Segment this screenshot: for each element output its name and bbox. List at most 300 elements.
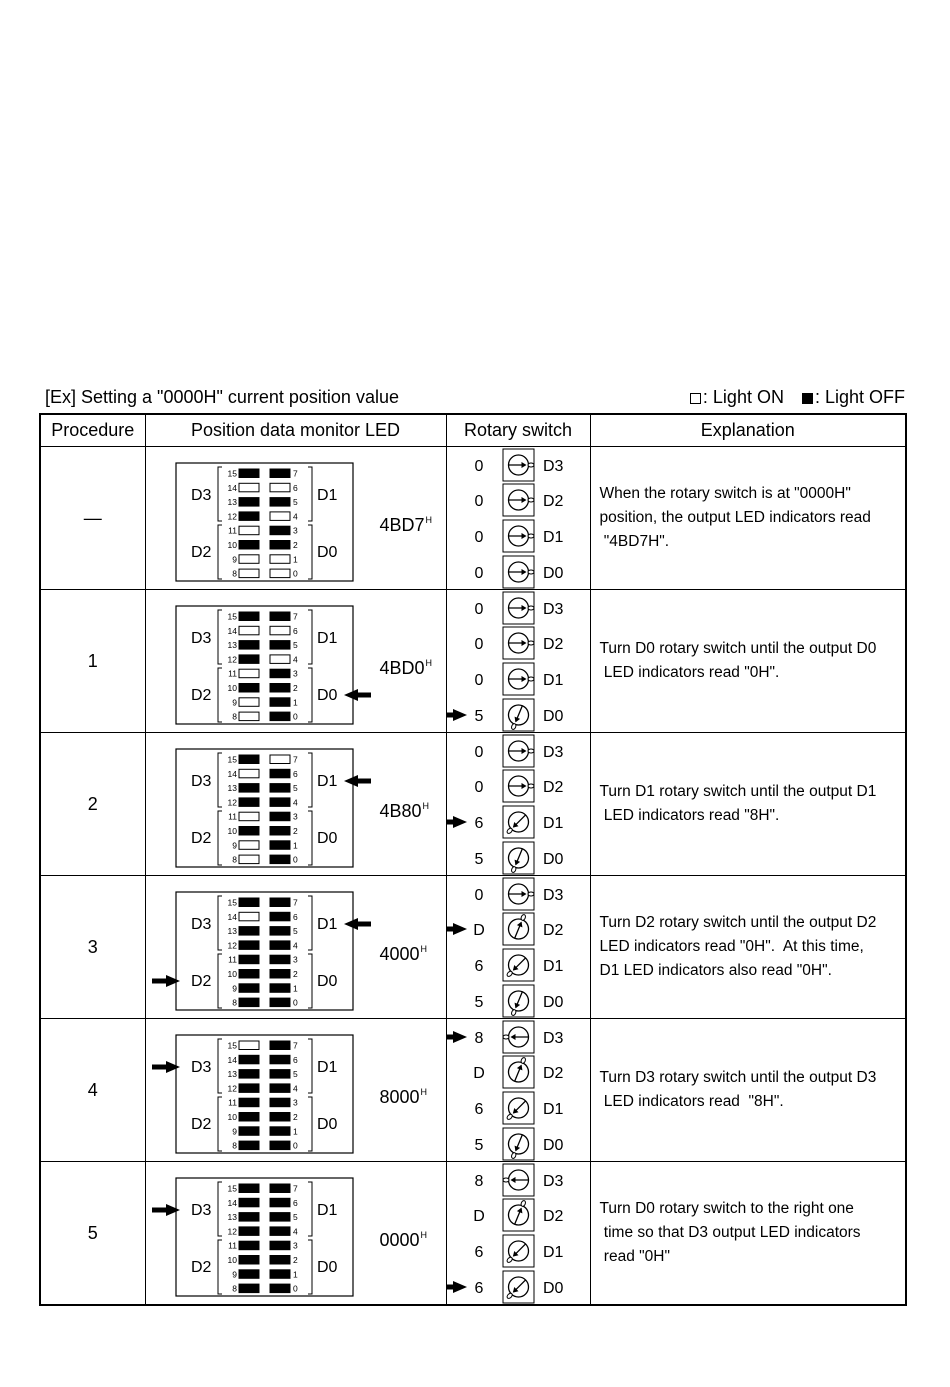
bit-number-label: 9 <box>231 840 237 851</box>
bit-number-label: 8 <box>231 711 237 722</box>
legend <box>690 386 905 408</box>
rotary-value: 0 <box>474 601 483 618</box>
bit-number-label: 10 <box>227 1112 237 1122</box>
rotary-value: 0 <box>474 529 483 546</box>
led-indicator <box>270 1098 290 1107</box>
rotary-value: 0 <box>474 779 483 796</box>
rotary-value: 0 <box>474 744 483 761</box>
led-indicator <box>270 1284 290 1293</box>
rotary-value: 0 <box>474 636 483 653</box>
rotary-label: D1 <box>542 815 563 832</box>
led-indicator <box>239 569 259 578</box>
bit-number-label: 3 <box>292 525 298 536</box>
bit-number-label: 11 <box>227 1097 237 1108</box>
led-panel <box>176 892 353 1010</box>
explanation-cell <box>590 876 906 1019</box>
hex-suffix: H <box>425 515 433 525</box>
bit-number-label: 2 <box>292 540 298 550</box>
hex-value <box>380 1087 428 1108</box>
led-group-label-d3: D3 <box>190 630 211 647</box>
bit-number-label: 9 <box>231 983 237 994</box>
led-indicator <box>239 898 259 907</box>
light-off-square-icon <box>802 393 813 404</box>
led-group-label-d3: D3 <box>190 487 211 504</box>
led-indicator <box>270 827 290 836</box>
explanation-line: Turn D0 rotary switch until the output D0 <box>599 640 877 657</box>
bit-number-label: 8 <box>231 1283 237 1294</box>
bit-number-label: 0 <box>292 1283 298 1294</box>
explanation-line: Turn D1 rotary switch until the output D1 <box>599 783 877 800</box>
led-indicator <box>239 512 259 521</box>
hex-value <box>380 801 430 822</box>
led-indicator <box>270 1113 290 1122</box>
rotary-switch-d3 <box>474 878 563 910</box>
led-cell <box>145 1162 446 1306</box>
led-indicator <box>270 1141 290 1150</box>
bit-number-label: 6 <box>292 625 298 636</box>
bit-number-label: 15 <box>227 1183 237 1194</box>
led-indicator <box>270 512 290 521</box>
led-indicator <box>270 712 290 721</box>
rotary-switch-d0 <box>474 556 563 588</box>
rotary-label: D3 <box>542 601 563 618</box>
bit-number-label: 1 <box>292 554 298 565</box>
bit-number-label: 3 <box>292 1097 298 1108</box>
rotary-label: D3 <box>542 1173 563 1190</box>
rotary-label: D2 <box>542 779 563 796</box>
bit-number-label: 12 <box>227 940 237 951</box>
rotary-label: D0 <box>542 994 563 1011</box>
rotary-label: D2 <box>542 493 563 510</box>
bit-number-label: 10 <box>227 683 237 693</box>
bit-number-label: 11 <box>227 1240 237 1251</box>
led-indicator <box>270 1127 290 1136</box>
led-group-label-d2: D2 <box>190 544 211 561</box>
led-indicator <box>239 1227 259 1236</box>
hex-value-text: 8000 <box>379 1087 420 1107</box>
table-row <box>40 447 906 590</box>
explanation-text <box>600 1019 879 1161</box>
bit-number-label: 9 <box>231 697 237 708</box>
bit-number-label: 5 <box>292 640 298 651</box>
explanation-line: read "0H" <box>599 1248 670 1265</box>
rotary-switch-d3 <box>474 592 563 624</box>
bit-number-label: 6 <box>292 482 298 493</box>
bit-number-label: 2 <box>292 826 298 836</box>
bit-number-label: 4 <box>292 654 298 665</box>
led-cell <box>145 1019 446 1162</box>
led-cell <box>145 447 446 590</box>
rotary-value: 5 <box>474 1137 483 1154</box>
explanation-line: LED indicators read "0H". At this time, <box>599 938 864 955</box>
led-indicator <box>239 827 259 836</box>
rotary-label: D3 <box>542 744 563 761</box>
led-cell <box>145 733 446 876</box>
bit-number-label: 13 <box>227 1212 237 1223</box>
led-group-label-d0: D0 <box>316 1259 337 1276</box>
led-indicator <box>239 1284 259 1293</box>
led-indicator <box>239 841 259 850</box>
bit-number-label: 13 <box>227 640 237 651</box>
bit-number-label: 9 <box>231 1269 237 1280</box>
explanation-text <box>600 876 879 1018</box>
rotary-label: D1 <box>542 529 563 546</box>
rotary-switch-d0 <box>474 1271 563 1304</box>
bit-number-label: 8 <box>231 854 237 865</box>
explanation-text <box>600 590 879 732</box>
explanation-line: LED indicators read "8H". <box>599 1093 784 1110</box>
led-indicator <box>270 769 290 778</box>
led-group-label-d2: D2 <box>190 687 211 704</box>
bit-number-label: 4 <box>292 797 298 808</box>
rotary-value: 6 <box>474 1244 483 1261</box>
rotary-switch-diagram <box>447 733 590 875</box>
bit-number-label: 0 <box>292 854 298 865</box>
rotary-switch-diagram <box>447 1162 590 1304</box>
rotary-value: 6 <box>474 815 483 832</box>
bit-number-label: 7 <box>292 897 298 908</box>
bit-number-label: 2 <box>292 1255 298 1265</box>
led-group-label-d2: D2 <box>190 1116 211 1133</box>
rotary-value: 8 <box>474 1030 483 1047</box>
led-indicator <box>239 684 259 693</box>
bit-number-label: 2 <box>292 1112 298 1122</box>
explanation-line: When the rotary switch is at "0000H" <box>599 485 851 502</box>
led-indicator <box>270 855 290 864</box>
bit-number-label: 7 <box>292 468 298 479</box>
led-group-label-d0: D0 <box>316 1116 337 1133</box>
rotary-switch-d2 <box>473 1054 563 1088</box>
hex-suffix: H <box>420 1087 428 1097</box>
pointer-arrow-icon <box>344 775 371 787</box>
bit-number-label: 5 <box>292 783 298 794</box>
bit-number-label: 5 <box>292 1212 298 1223</box>
rotary-switch-d2 <box>474 627 563 659</box>
rotary-switch-diagram <box>447 1019 590 1161</box>
table-row <box>40 733 906 876</box>
rotary-cell <box>446 733 590 876</box>
explanation-line: time so that D3 output LED indicators <box>599 1224 861 1241</box>
led-indicator <box>270 555 290 564</box>
bit-number-label: 13 <box>227 783 237 794</box>
hex-value-text: 0000 <box>379 1230 420 1250</box>
rotary-label: D2 <box>542 922 563 939</box>
rotary-switch-d1 <box>474 663 563 695</box>
rotary-switch-d3 <box>474 1021 563 1053</box>
led-indicator <box>239 526 259 535</box>
rotary-switch-d3 <box>474 735 563 767</box>
bit-number-label: 0 <box>292 711 298 722</box>
led-indicator <box>239 1070 259 1079</box>
led-group-label-d1: D1 <box>316 916 337 933</box>
rotary-switch-d0 <box>474 985 563 1018</box>
bit-number-label: 14 <box>227 625 237 636</box>
led-indicator <box>270 541 290 550</box>
table-header-row <box>40 414 906 447</box>
rotary-label: D2 <box>542 1208 563 1225</box>
led-indicator <box>270 784 290 793</box>
rotary-value: 5 <box>474 994 483 1011</box>
led-group-label-d2: D2 <box>190 830 211 847</box>
explanation-text <box>600 1162 863 1304</box>
led-indicator <box>239 927 259 936</box>
led-indicator <box>270 684 290 693</box>
led-indicator <box>239 626 259 635</box>
bit-number-label: 9 <box>231 554 237 565</box>
led-indicator <box>270 912 290 921</box>
bit-number-label: 2 <box>292 683 298 693</box>
led-group-label-d3: D3 <box>190 916 211 933</box>
rotary-cell <box>446 1019 590 1162</box>
rotary-value: 0 <box>474 458 483 475</box>
bit-number-label: 7 <box>292 611 298 622</box>
rotary-label: D3 <box>542 1030 563 1047</box>
led-indicator <box>270 612 290 621</box>
hex-value <box>380 1230 428 1251</box>
explanation-cell <box>590 1162 906 1306</box>
bit-number-label: 15 <box>227 468 237 479</box>
led-group-label-d3: D3 <box>190 1059 211 1076</box>
led-indicator <box>239 612 259 621</box>
led-indicator <box>270 526 290 535</box>
pointer-arrow-icon <box>447 923 467 935</box>
led-indicator <box>270 498 290 507</box>
led-indicator <box>239 1256 259 1265</box>
bit-number-label: 10 <box>227 826 237 836</box>
bit-number-label: 14 <box>227 482 237 493</box>
pointer-arrow-icon <box>344 689 371 701</box>
bit-number-label: 14 <box>227 1197 237 1208</box>
rotary-value: 0 <box>474 493 483 510</box>
led-panel <box>176 463 353 581</box>
led-group-label-d0: D0 <box>316 830 337 847</box>
led-group-label-d2: D2 <box>190 1259 211 1276</box>
led-indicator <box>239 1055 259 1064</box>
led-indicator <box>239 498 259 507</box>
led-indicator <box>270 469 290 478</box>
pointer-arrow-icon <box>344 918 371 930</box>
led-panel <box>176 1035 353 1153</box>
rotary-value: 0 <box>474 887 483 904</box>
led-indicator <box>239 1041 259 1050</box>
led-indicator <box>270 626 290 635</box>
led-group-label-d1: D1 <box>316 1059 337 1076</box>
led-indicator <box>270 698 290 707</box>
bit-number-label: 0 <box>292 568 298 579</box>
bit-number-label: 3 <box>292 668 298 679</box>
led-indicator <box>270 1070 290 1079</box>
led-panel <box>176 606 353 724</box>
led-indicator <box>239 1127 259 1136</box>
legend-on-label: : Light ON <box>702 387 784 407</box>
hex-value-text: 4000 <box>379 944 420 964</box>
pointer-arrow-icon <box>447 1281 467 1293</box>
bit-number-label: 1 <box>292 840 298 851</box>
bit-number-label: 10 <box>227 1255 237 1265</box>
header-procedure: Procedure <box>40 414 145 447</box>
rotary-value: 0 <box>474 565 483 582</box>
led-indicator <box>239 1213 259 1222</box>
example-title: [Ex] Setting a "0000H" current position value <box>45 387 399 407</box>
rotary-value: 5 <box>474 708 483 725</box>
led-indicator <box>270 927 290 936</box>
led-indicator <box>239 941 259 950</box>
rotary-label: D1 <box>542 1101 563 1118</box>
rotary-switch-d1 <box>474 806 563 840</box>
explanation-line: Turn D2 rotary switch until the output D2 <box>599 914 877 931</box>
hex-value-text: 4BD0 <box>379 658 425 678</box>
led-group-label-d2: D2 <box>190 973 211 990</box>
bit-number-label: 8 <box>231 997 237 1008</box>
rotary-label: D0 <box>542 708 563 725</box>
led-indicator <box>270 984 290 993</box>
bit-number-label: 15 <box>227 897 237 908</box>
header-explanation: Explanation <box>590 414 906 447</box>
bit-number-label: 13 <box>227 926 237 937</box>
explanation-text <box>600 733 879 875</box>
led-indicator <box>270 1055 290 1064</box>
led-indicator <box>239 655 259 664</box>
hex-value <box>380 944 428 965</box>
bit-number-label: 7 <box>292 754 298 765</box>
rotary-value: D <box>472 1208 485 1225</box>
explanation-cell <box>590 447 906 590</box>
bit-number-label: 13 <box>227 497 237 508</box>
hex-suffix: H <box>425 658 433 668</box>
bit-number-label: 11 <box>227 668 237 679</box>
led-indicator <box>270 1084 290 1093</box>
led-indicator <box>239 798 259 807</box>
rotary-label: D2 <box>542 636 563 653</box>
rotary-label: D2 <box>542 1065 563 1082</box>
rotary-switch-d2 <box>473 911 563 945</box>
rotary-switch-d3 <box>474 1164 563 1196</box>
led-group-label-d1: D1 <box>316 773 337 790</box>
bit-number-label: 14 <box>227 911 237 922</box>
rotary-cell <box>446 447 590 590</box>
bit-number-label: 0 <box>292 1140 298 1151</box>
led-indicator <box>239 970 259 979</box>
bit-number-label: 6 <box>292 1054 298 1065</box>
rotary-switch-d1 <box>474 1235 563 1269</box>
procedure-cell: 4 <box>40 1019 145 1162</box>
rotary-switch-d0 <box>474 699 563 732</box>
bit-number-label: 6 <box>292 911 298 922</box>
rotary-switch-d2 <box>473 1197 563 1231</box>
explanation-cell <box>590 590 906 733</box>
led-indicator <box>270 655 290 664</box>
bit-number-label: 0 <box>292 997 298 1008</box>
bit-number-label: 12 <box>227 654 237 665</box>
rotary-switch-d1 <box>474 949 563 983</box>
rotary-switch-d0 <box>474 842 563 875</box>
explanation-line: LED indicators read "0H". <box>599 664 780 681</box>
bit-number-label: 8 <box>231 1140 237 1151</box>
led-indicator <box>270 941 290 950</box>
rotary-label: D1 <box>542 1244 563 1261</box>
rotary-label: D3 <box>542 887 563 904</box>
led-indicator <box>239 855 259 864</box>
pointer-arrow-icon <box>447 709 467 721</box>
rotary-cell <box>446 590 590 733</box>
hex-suffix: H <box>420 944 428 954</box>
header-rotary: Rotary switch <box>446 414 590 447</box>
rotary-label: D1 <box>542 672 563 689</box>
bit-number-label: 6 <box>292 768 298 779</box>
led-group-label-d0: D0 <box>316 687 337 704</box>
led-indicator <box>239 469 259 478</box>
pointer-arrow-icon <box>447 816 467 828</box>
procedure-cell: 2 <box>40 733 145 876</box>
bit-number-label: 4 <box>292 1083 298 1094</box>
led-indicator <box>239 1113 259 1122</box>
rotary-label: D0 <box>542 1137 563 1154</box>
led-indicator <box>270 998 290 1007</box>
led-indicator <box>239 784 259 793</box>
led-indicator <box>239 812 259 821</box>
led-group-label-d1: D1 <box>316 1202 337 1219</box>
rotary-label: D0 <box>542 851 563 868</box>
led-indicator <box>239 1141 259 1150</box>
bit-number-label: 4 <box>292 940 298 951</box>
explanation-line: LED indicators read "8H". <box>599 807 780 824</box>
bit-number-label: 5 <box>292 497 298 508</box>
rotary-label: D0 <box>542 565 563 582</box>
led-indicator <box>270 970 290 979</box>
led-indicator <box>270 755 290 764</box>
light-on-square-icon <box>690 393 701 404</box>
explanation-cell <box>590 733 906 876</box>
led-indicator <box>270 812 290 821</box>
procedure-table <box>39 413 907 1306</box>
led-indicator <box>270 1184 290 1193</box>
bit-number-label: 14 <box>227 768 237 779</box>
rotary-switch-d2 <box>474 770 563 802</box>
bit-number-label: 1 <box>292 983 298 994</box>
procedure-cell: 1 <box>40 590 145 733</box>
led-indicator <box>270 569 290 578</box>
bit-number-label: 8 <box>231 568 237 579</box>
rotary-value: D <box>472 922 485 939</box>
bit-number-label: 4 <box>292 1226 298 1237</box>
led-group-label-d0: D0 <box>316 973 337 990</box>
hex-value <box>380 658 433 679</box>
bit-number-label: 15 <box>227 754 237 765</box>
rotary-switch-d2 <box>474 484 563 516</box>
rotary-cell <box>446 876 590 1019</box>
led-group-label-d0: D0 <box>316 544 337 561</box>
led-indicator <box>270 798 290 807</box>
led-panel <box>176 1178 353 1296</box>
hex-suffix: H <box>422 801 430 811</box>
rotary-switch-d1 <box>474 1092 563 1126</box>
bit-number-label: 7 <box>292 1040 298 1051</box>
led-indicator <box>239 483 259 492</box>
led-indicator <box>270 1041 290 1050</box>
bit-number-label: 10 <box>227 969 237 979</box>
rotary-value: 8 <box>474 1173 483 1190</box>
explanation-text <box>600 447 873 589</box>
led-panel <box>176 749 353 867</box>
hex-suffix: H <box>420 1230 428 1240</box>
led-indicator <box>239 912 259 921</box>
explanation-cell <box>590 1019 906 1162</box>
led-indicator <box>239 698 259 707</box>
rotary-label: D3 <box>542 458 563 475</box>
bit-number-label: 1 <box>292 1269 298 1280</box>
bit-number-label: 2 <box>292 969 298 979</box>
bit-number-label: 14 <box>227 1054 237 1065</box>
